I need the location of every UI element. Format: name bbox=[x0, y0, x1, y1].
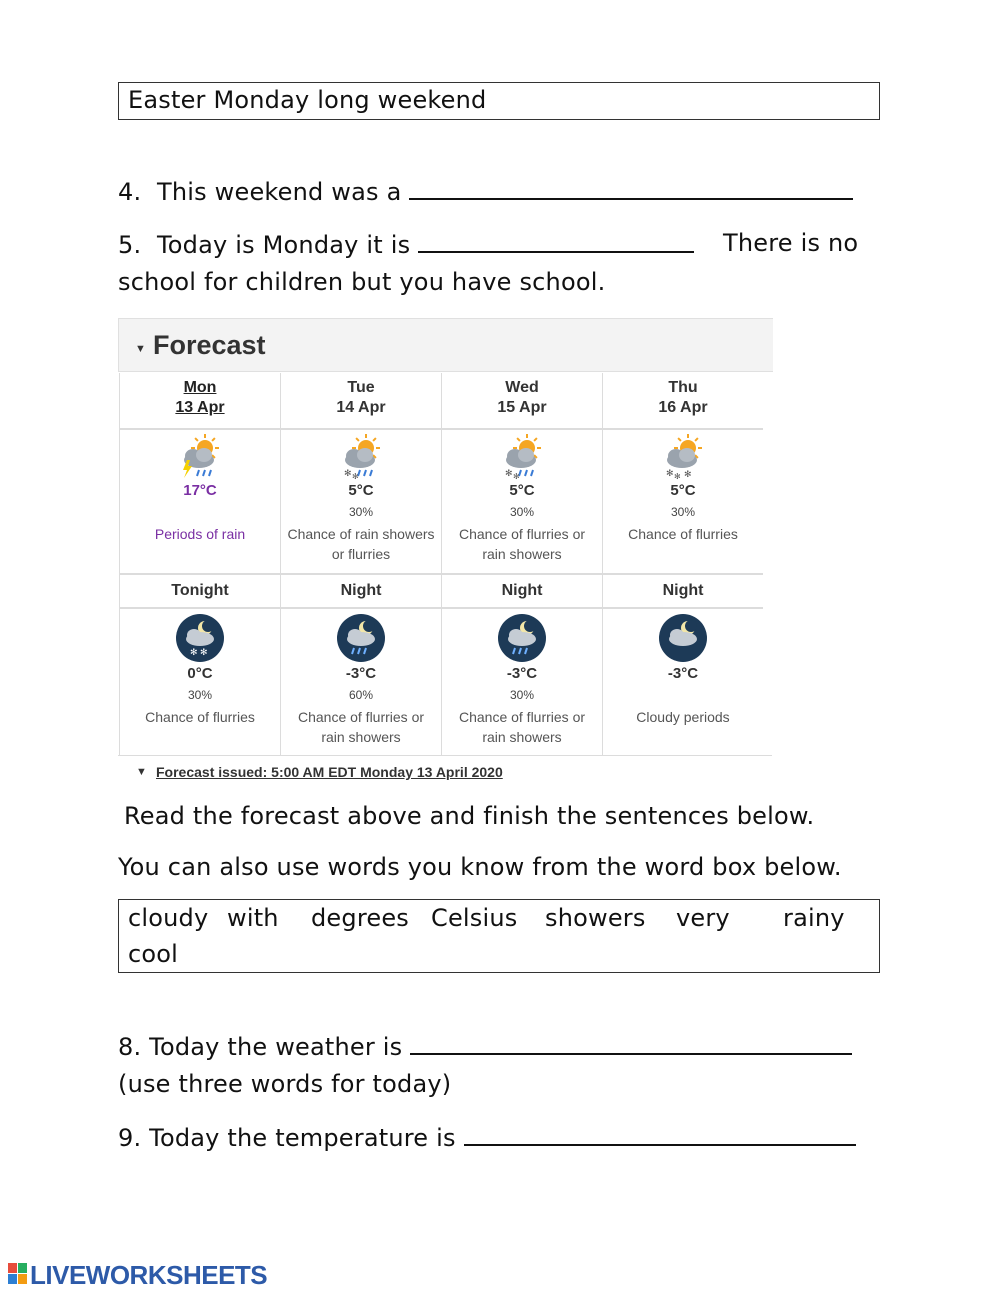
word-item: showers bbox=[545, 904, 646, 932]
forecast-day-conditions bbox=[603, 430, 763, 575]
forecast-day-name: Thu bbox=[668, 379, 698, 396]
question-4-text: This weekend was a bbox=[156, 178, 402, 206]
forecast-day-date: 13 Apr bbox=[175, 399, 225, 416]
forecast-day-header[interactable] bbox=[120, 373, 280, 430]
word-box-row bbox=[119, 900, 879, 940]
word-item: with bbox=[227, 904, 279, 932]
forecast-grid bbox=[119, 373, 774, 756]
question-5-text: Today is Monday it is bbox=[156, 231, 411, 259]
forecast-day-conditions bbox=[120, 430, 280, 575]
forecast-day-header[interactable] bbox=[442, 373, 602, 430]
forecast-night-conditions bbox=[603, 609, 763, 756]
moon-cloud-icon bbox=[603, 613, 763, 663]
question-5 bbox=[118, 229, 694, 259]
question-4 bbox=[118, 176, 853, 206]
forecast-panel bbox=[118, 318, 774, 788]
forecast-day-date: 14 Apr bbox=[336, 399, 386, 416]
forecast-night-conditions bbox=[120, 609, 280, 756]
forecast-title: Forecast bbox=[153, 330, 266, 360]
forecast-footer bbox=[118, 755, 772, 789]
moon-cloud-snow-icon bbox=[120, 613, 280, 663]
forecast-day-precip-chance: 30% bbox=[348, 505, 374, 519]
question-4-answer-blank[interactable] bbox=[409, 176, 853, 200]
forecast-day-column bbox=[119, 373, 280, 756]
question-9-number: 9. bbox=[118, 1124, 142, 1152]
svg-text:✻: ✻ bbox=[684, 469, 692, 479]
question-9-answer-blank[interactable] bbox=[464, 1122, 856, 1146]
forecast-day-description: Chance of flurries or rain showers bbox=[458, 526, 586, 562]
question-5-line2: school for children but you have school. bbox=[118, 268, 606, 296]
question-4-number: 4. bbox=[118, 178, 142, 206]
forecast-day-temperature: 5°C bbox=[509, 482, 535, 499]
forecast-night-precip-chance: 30% bbox=[509, 688, 535, 702]
word-item: degrees bbox=[311, 904, 410, 932]
forecast-night-precip-chance bbox=[603, 688, 763, 702]
forecast-day-date: 15 Apr bbox=[497, 399, 547, 416]
forecast-day-header[interactable] bbox=[281, 373, 441, 430]
forecast-night-label: Night bbox=[662, 582, 704, 599]
forecast-night-precip-chance: 60% bbox=[348, 688, 374, 702]
forecast-day-precip-chance bbox=[120, 505, 280, 519]
collapse-caret-icon: ▼ bbox=[135, 343, 146, 355]
question-8-hint: (use three words for today) bbox=[118, 1070, 452, 1098]
forecast-night-description: Chance of flurries or rain showers bbox=[297, 709, 425, 745]
svg-text:✻: ✻ bbox=[513, 472, 520, 480]
question-5-answer-blank[interactable] bbox=[418, 229, 694, 253]
word-item: cool bbox=[128, 940, 179, 968]
forecast-day-name: Wed bbox=[505, 379, 539, 396]
forecast-day-conditions bbox=[442, 430, 602, 575]
expand-triangle-icon: ▼ bbox=[136, 766, 147, 778]
forecast-day-name: Tue bbox=[347, 379, 375, 396]
sun-cloud-snow-icon bbox=[603, 434, 763, 480]
forecast-night-header bbox=[603, 575, 763, 609]
forecast-issued-link[interactable]: Forecast issued: 5:00 AM EDT Monday 13 April 2020 bbox=[156, 764, 503, 780]
svg-text:✻: ✻ bbox=[344, 468, 352, 478]
forecast-night-description: Chance of flurries or rain showers bbox=[458, 709, 586, 745]
forecast-night-header bbox=[120, 575, 280, 609]
moon-cloud-rain-icon bbox=[281, 613, 441, 663]
forecast-day-header[interactable] bbox=[603, 373, 763, 430]
word-item: cloudy bbox=[128, 904, 209, 932]
question-9-text: Today the temperature is bbox=[149, 1124, 456, 1152]
forecast-night-temperature: 0°C bbox=[187, 665, 213, 682]
forecast-day-precip-chance: 30% bbox=[670, 505, 696, 519]
svg-text:✻: ✻ bbox=[352, 472, 359, 480]
word-box bbox=[118, 899, 880, 973]
svg-text:✻: ✻ bbox=[505, 468, 513, 478]
svg-text:✻: ✻ bbox=[666, 468, 674, 478]
forecast-day-temperature: 5°C bbox=[348, 482, 374, 499]
svg-text:✻ ✻: ✻ ✻ bbox=[190, 647, 208, 657]
title-box bbox=[118, 82, 880, 120]
instruction-line-2: You can also use words you know from the word box below. bbox=[118, 853, 842, 881]
question-9 bbox=[118, 1122, 856, 1152]
forecast-day-column bbox=[280, 373, 441, 756]
forecast-day-conditions bbox=[281, 430, 441, 575]
forecast-night-conditions bbox=[281, 609, 441, 756]
forecast-night-label: Tonight bbox=[171, 582, 229, 599]
word-item: Celsius bbox=[431, 904, 518, 932]
forecast-day-temperature: 5°C bbox=[670, 482, 696, 499]
sun-cloud-rain-snow-icon bbox=[281, 434, 441, 480]
forecast-night-description: Cloudy periods bbox=[636, 709, 730, 725]
forecast-night-temperature: -3°C bbox=[506, 665, 538, 682]
forecast-night-precip-chance: 30% bbox=[187, 688, 213, 702]
liveworksheets-logo-icon bbox=[8, 1263, 28, 1285]
forecast-day-precip-chance: 30% bbox=[509, 505, 535, 519]
word-item: rainy bbox=[783, 904, 845, 932]
question-8-number: 8. bbox=[118, 1033, 142, 1061]
question-5-after: There is no bbox=[723, 229, 859, 257]
forecast-header[interactable] bbox=[118, 318, 773, 372]
question-8-text: Today the weather is bbox=[149, 1033, 403, 1061]
word-item: very bbox=[676, 904, 730, 932]
forecast-night-header bbox=[442, 575, 602, 609]
forecast-day-description: Periods of rain bbox=[154, 526, 246, 542]
forecast-day-name: Mon bbox=[183, 379, 217, 396]
question-5-number: 5. bbox=[118, 231, 142, 259]
forecast-day-description: Chance of rain showers or flurries bbox=[287, 526, 435, 562]
forecast-night-label: Night bbox=[340, 582, 382, 599]
forecast-night-header bbox=[281, 575, 441, 609]
forecast-night-temperature: -3°C bbox=[345, 665, 377, 682]
question-8-answer-blank[interactable] bbox=[410, 1031, 852, 1055]
forecast-night-temperature: -3°C bbox=[667, 665, 699, 682]
title-box-text: Easter Monday long weekend bbox=[128, 86, 487, 114]
forecast-day-date: 16 Apr bbox=[658, 399, 708, 416]
forecast-night-label: Night bbox=[501, 582, 543, 599]
svg-text:✻: ✻ bbox=[674, 472, 681, 480]
forecast-night-conditions bbox=[442, 609, 602, 756]
sun-cloud-thunder-rain-icon bbox=[120, 434, 280, 480]
forecast-night-description: Chance of flurries bbox=[145, 709, 255, 725]
forecast-day-column bbox=[441, 373, 602, 756]
question-8 bbox=[118, 1031, 852, 1061]
forecast-day-temperature: 17°C bbox=[183, 482, 217, 499]
moon-cloud-rain-icon bbox=[442, 613, 602, 663]
forecast-day-column bbox=[602, 373, 763, 756]
sun-cloud-rain-snow-icon bbox=[442, 434, 602, 480]
liveworksheets-brand: LIVEWORKSHEETS bbox=[30, 1260, 268, 1290]
instruction-line-1: Read the forecast above and finish the sentences below. bbox=[124, 802, 815, 830]
forecast-day-description: Chance of flurries bbox=[628, 526, 738, 542]
